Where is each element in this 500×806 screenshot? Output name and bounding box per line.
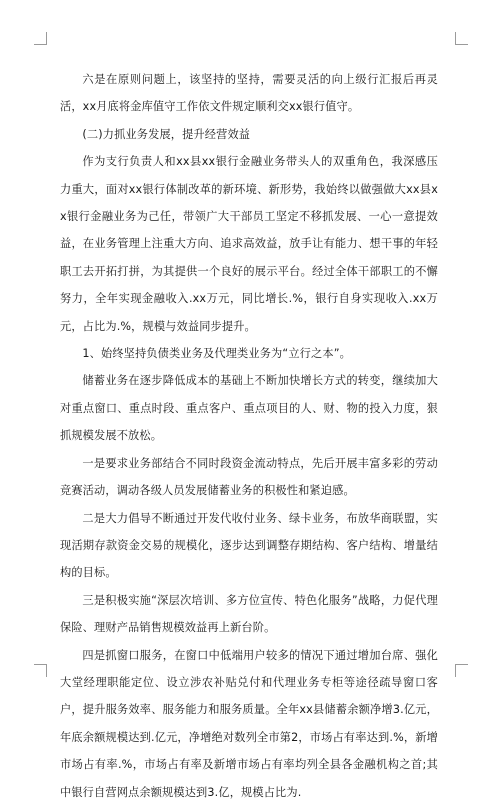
crop-mark-bottom-right [455,664,468,677]
crop-mark-top-right [455,32,468,45]
paragraph-point-one: 一是要求业务部结合不同时段资金流动特点，先后开展丰富多彩的劳动竞赛活动，调动各级人员发展储蓄业务的积极性和紧迫感。 [60,456,438,498]
crop-mark-top-left [34,32,47,45]
document-body [60,66,438,806]
section-heading-business-development: (二)力抓业务发展，提升经营效益 [82,127,251,141]
paragraph-point-four: 四是抓窗口服务，在窗口中低端用户较多的情况下通过增加台席、强化大堂经理职能定位、设立涉农补贴兑付和代理业务专柜等途径疏导窗口客户，提升服务效率、服务能力和服务质量。全年xx县储蓄余额净增3.亿元，年底余额规模达到.亿元，净增绝对数列全市第2，市场占有率达到.%，新增市场占有率.%，市场占有率及新增市场占有率均列全县各金融机构之首;其中银行自营网点余额规模达到3.亿，规模占比为. [60,648,438,799]
paragraph-point-two: 二是大力倡导不断通过开发代收付业务、绿卡业务，布放华商联盟，实现活期存款资金交易的规模化，逐步达到调整存期结构、客户结构、增量结构的目标。 [60,511,438,580]
paragraph-point-three: 三是积极实施“深层次培训、多方位宣传、特色化服务”战略，力促代理保险、理财产品销售规模效益再上新台阶。 [60,593,438,635]
paragraph-savings-business: 储蓄业务在逐步降低成本的基础上不断加快增长方式的转变，继续加大对重点窗口、重点时段、重点客户、重点项目的人、财、物的投入力度，狠抓规模发展不放松。 [60,374,438,443]
paragraph-item-6-gold-vault: 六是在原则问题上，该坚持的坚持，需要灵活的向上级行汇报后再灵活，xx月底将金库值守工作依文件规定顺利交xx银行值守。 [60,73,438,114]
subheading-liability-business: 1、始终坚持负债类业务及代理类业务为“立行之本”。 [82,347,351,361]
paragraph-branch-responsibility: 作为支行负责人和xx县xx银行金融业务带头人的双重角色，我深感压力重大，面对xx银行体制改革的新环境、新形势，我始终以做强做大xx县xx银行金融业务为己任，带领广大干部员工坚定不移抓发展、一心一意提效益，在业务管理上注重大方向、追求高效益，放手让有能力、想干事的年轻职工去开拓打拼，为其提供一个良好的展示平台。经过全体干部职工的不懈努力，全年实现金融收入.xx万元，同比增长.%，银行自身实现收入.xx万元，占比为.%，规模与效益同步提升。 [60,155,438,333]
crop-mark-bottom-left [34,664,47,677]
